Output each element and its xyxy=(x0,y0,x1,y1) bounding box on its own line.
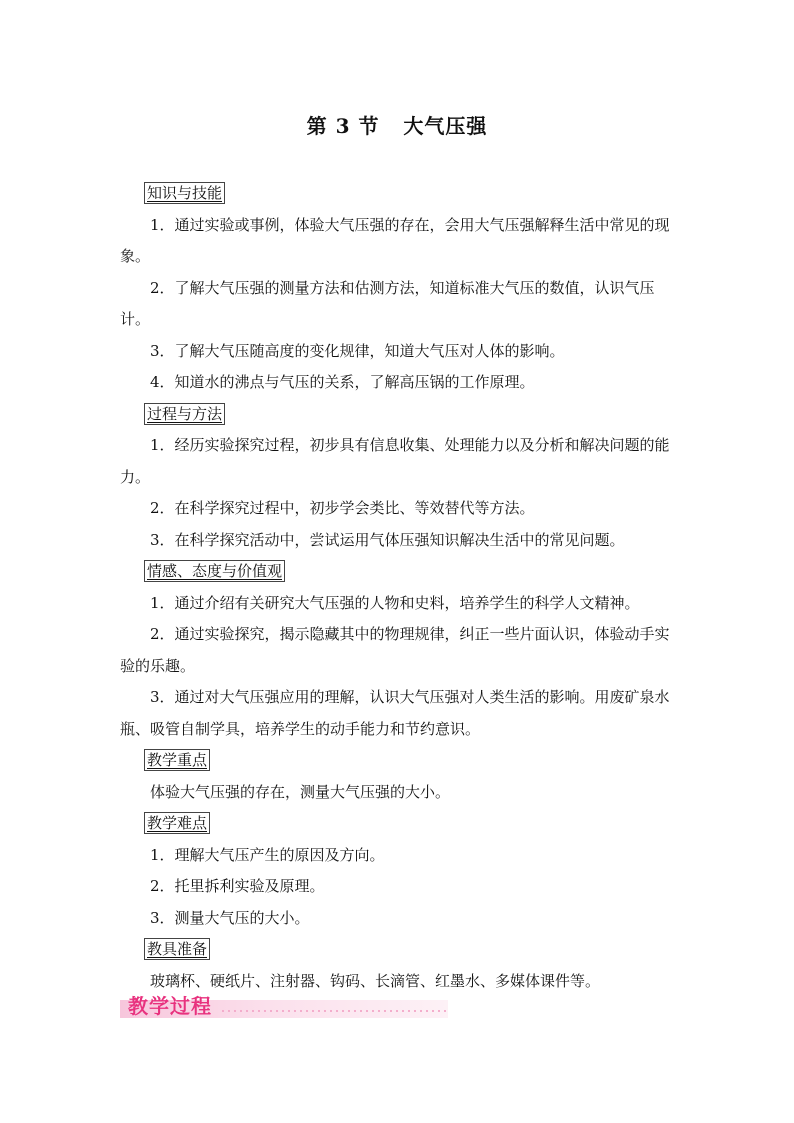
list-item: 3．了解大气压随高度的变化规律，知道大气压对人体的影响。 xyxy=(150,341,565,360)
list-item: 2．托里拆利实验及原理。 xyxy=(150,877,325,895)
list-item: 2．在科学探究过程中，初步学会类比、等效替代等方法。 xyxy=(150,499,535,517)
list-item: 1．通过实验或事例，体验大气压强的存在，会用大气压强解释生活中常见的现象。 xyxy=(120,215,670,265)
list-item: 1．经历实验探究过程，初步具有信息收集、处理能力以及分析和解决问题的能力。 xyxy=(120,436,670,486)
section-banner xyxy=(120,990,448,1020)
list-item: 2．了解大气压强的测量方法和估测方法，知道标准大气压的数值，认识气压计。 xyxy=(120,278,655,328)
section-heading: 情感、态度与价值观 xyxy=(147,562,283,580)
list-item: 2．通过实验探究，揭示隐藏其中的物理规律，纠正一些片面认识，体验动手实验的乐趣。 xyxy=(120,625,670,675)
banner-label: 教学过程 xyxy=(128,994,212,1018)
list-item: 1．通过介绍有关研究大气压强的人物和史料，培养学生的科学人文精神。 xyxy=(150,593,640,612)
list-item: 玻璃杯、硬纸片、注射器、钩码、长滴管、红墨水、多媒体课件等。 xyxy=(150,971,601,990)
list-item: 体验大气压强的存在，测量大气压强的大小。 xyxy=(150,782,451,801)
section-heading: 知识与技能 xyxy=(147,184,223,202)
list-item: 3．通过对大气压强应用的理解，认识大气压强对人类生活的影响。用废矿泉水瓶、吸管自制学具，培养学生的动手能力和节约意识。 xyxy=(120,688,670,738)
list-item: 4．知道水的沸点与气压的关系，了解高压锅的工作原理。 xyxy=(150,373,535,391)
section-heading: 过程与方法 xyxy=(147,404,223,423)
list-item: 1．理解大气压产生的原因及方向。 xyxy=(150,845,385,864)
section-heading: 教学难点 xyxy=(147,814,208,832)
section-heading: 教学重点 xyxy=(147,751,208,769)
page-title: 第 3 节 大气压强 xyxy=(306,114,488,138)
list-item: 3．在科学探究活动中，尝试运用气体压强知识解决生活中的常见问题。 xyxy=(150,530,625,549)
section-heading: 教具准备 xyxy=(147,940,208,958)
list-item: 3．测量大气压的大小。 xyxy=(150,908,310,927)
banner-dotted-line xyxy=(220,1010,446,1012)
document-body xyxy=(120,178,676,997)
